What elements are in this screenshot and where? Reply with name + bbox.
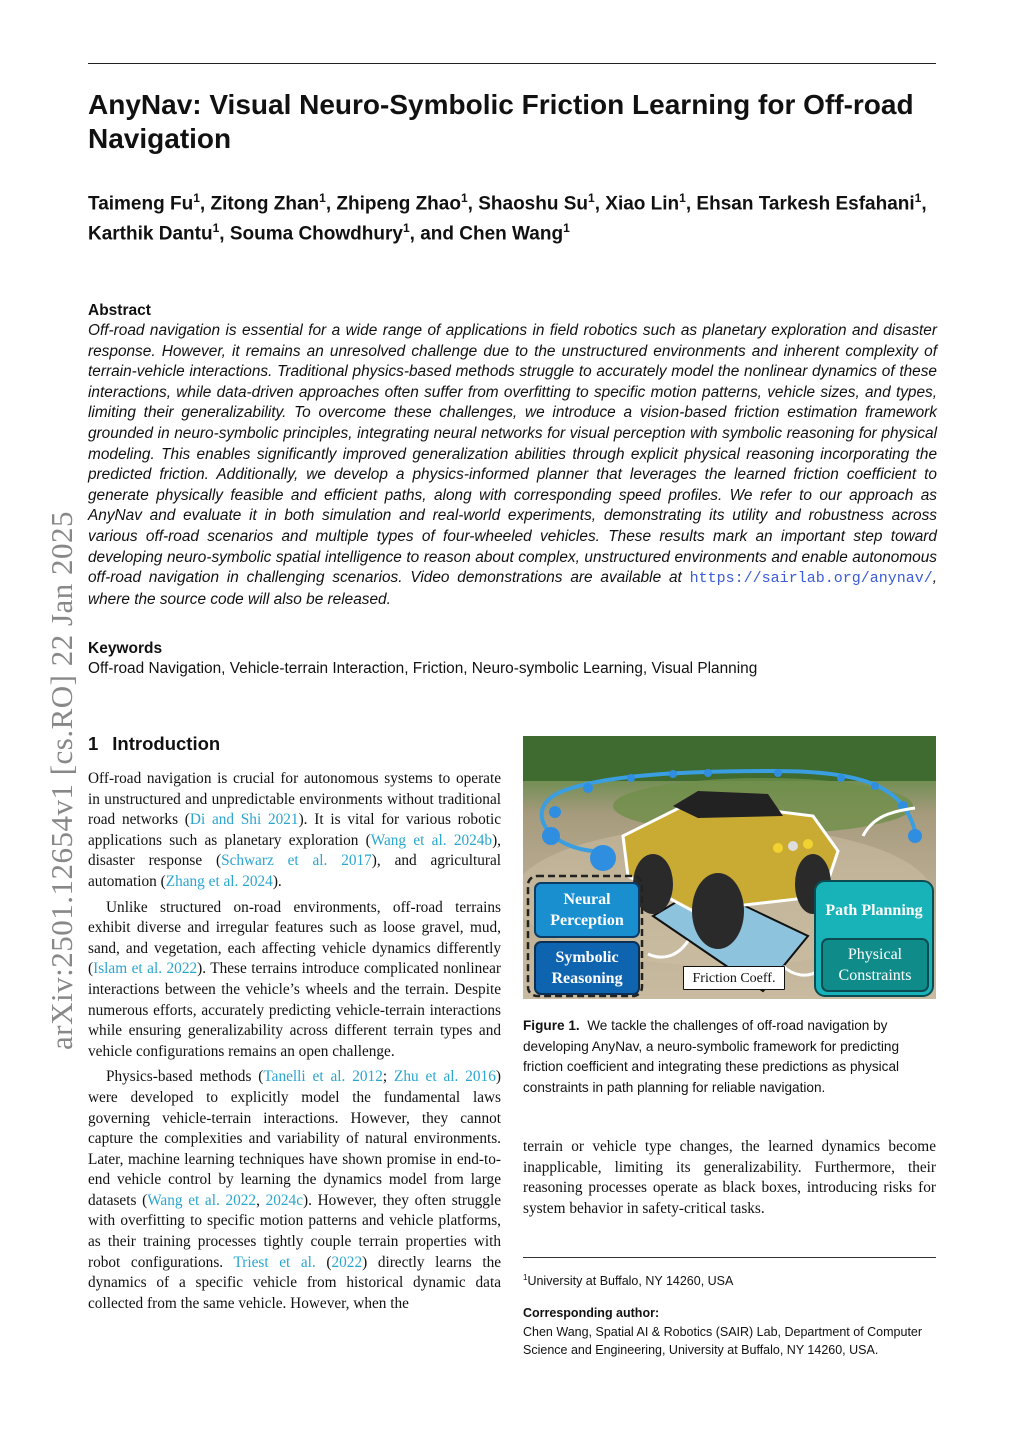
paragraph-text: Unlike structured on-road environments, off-road terrains exhibit diverse and irregular features such as loose gravel, mud, sand, and vegetation, each affecting vehicle dynamics differently ( bbox=[88, 898, 501, 978]
abstract-text-end: , where the source code will also be released. bbox=[88, 569, 937, 608]
author-separator: , and bbox=[409, 223, 460, 245]
footnote-mark: 1 bbox=[523, 1273, 528, 1282]
caption-text: We tackle the challenges of off-road navigation by developing AnyNav, a neuro-symbolic framework for predicting friction coefficient and integrating these predictions as physical constraints in path planning for reliable navigation. bbox=[523, 1018, 900, 1095]
citation-link[interactable]: 2022 bbox=[331, 1253, 363, 1271]
section-heading bbox=[88, 733, 220, 755]
abstract-body bbox=[88, 321, 937, 610]
author-separator: , bbox=[467, 193, 479, 215]
paragraph-text: ). However, they often struggle with overfitting to specific motion patterns and vehicle platforms, as their training processes tightly couple terrain properties with robot configurations. bbox=[88, 1191, 501, 1271]
author-name: Zitong Zhan bbox=[210, 193, 320, 215]
arxiv-identifier: arXiv:2501.12654v1 [cs.RO] 22 Jan 2025 bbox=[44, 510, 79, 1050]
affiliation-mark: 1 bbox=[212, 221, 220, 236]
paper-title: AnyNav: Visual Neuro-Symbolic Friction Learning for Off-road Navigation bbox=[88, 89, 914, 154]
footnote-rule bbox=[523, 1257, 936, 1258]
citation-link[interactable]: 2024c bbox=[265, 1191, 303, 1209]
paragraph-text: Physics-based methods ( bbox=[106, 1068, 264, 1086]
symbolic-reasoning-box: Symbolic Reasoning bbox=[534, 941, 640, 995]
paragraph bbox=[88, 1067, 501, 1314]
paragraph bbox=[88, 769, 501, 893]
author-name: Taimeng Fu bbox=[88, 193, 194, 215]
paragraph-text: terrain or vehicle type changes, the learned dynamics become inapplicable, limiting its generalizability. Furthermore, their reasoning processes operate as black boxes, introducing risks for system behavior in safety-critical tasks. bbox=[523, 1138, 936, 1217]
author-separator: , bbox=[921, 193, 927, 215]
paragraph bbox=[88, 898, 501, 1063]
affiliation-mark: 1 bbox=[914, 191, 922, 205]
author-separator: , bbox=[594, 193, 606, 215]
paragraph-text: ) directly learns the dynamics of a specific vehicle from historical dynamic data collected from the same vehicle. However, when the bbox=[88, 1253, 502, 1312]
author-separator: , bbox=[325, 193, 337, 215]
project-link[interactable]: https://sairlab.org/anynav/ bbox=[689, 570, 933, 588]
physical-constraints-box: Physical Constraints bbox=[821, 938, 929, 992]
paragraph-text: ; bbox=[382, 1068, 395, 1086]
paragraph-text: Off-road navigation is crucial for autonomous systems to operate in unstructured and unpredictable environments without traditional road networks ( bbox=[88, 770, 501, 829]
caption-label: Figure 1. bbox=[523, 1018, 580, 1033]
affiliation-mark: 1 bbox=[460, 191, 468, 205]
citation-link[interactable]: Zhu et al. 2016 bbox=[394, 1068, 496, 1086]
author-separator: , bbox=[199, 193, 211, 215]
figure-caption bbox=[523, 1016, 936, 1098]
keywords-heading: Keywords bbox=[88, 640, 163, 657]
top-rule bbox=[88, 63, 936, 64]
citation-link[interactable]: Islam et al. 2022 bbox=[93, 960, 198, 978]
author-separator: , bbox=[219, 223, 230, 245]
arrow-icon bbox=[783, 966, 818, 975]
citation-link[interactable]: Schwarz et al. 2017 bbox=[221, 852, 372, 870]
affiliation-mark: 1 bbox=[588, 191, 595, 205]
author-name: Zhipeng Zhao bbox=[336, 193, 461, 215]
citation-link[interactable]: Wang et al. 2024b bbox=[370, 831, 493, 849]
author-name: Chen Wang bbox=[459, 223, 564, 245]
paragraph-text: ). These terrains introduce complicated nonlinear interactions between the vehicle’s wheels and the terrain. Despite numerous efforts, accurately predicting vehicle-terrain interactions while ensuring generalizability across different terrain types and vehicle configurations remains an open challenge. bbox=[88, 960, 501, 1060]
paragraph-text: ), and agricultural automation ( bbox=[88, 852, 502, 890]
author-name: Xiao Lin bbox=[605, 193, 680, 215]
abstract-text: Off-road navigation is essential for a wide range of applications in field robotics such as planetary exploration and disaster response. However, it remains an unresolved challenge due to the unstructured environments and inherent complexity of terrain-vehicle interactions. Traditional physics-based methods struggle to accurately model the nonlinear dynamics of these interactions, while data-driven approaches often suffer from overfitting to specific motion patterns, vehicle sizes, and types, limiting their generalizability. To overcome these challenges, we introduce a vision-based friction estimation framework grounded in neuro-symbolic principles, integrating neural networks for visual perception with symbolic reasoning for physical modeling. This enables significantly improved generalization abilities through explicit physical reasoning incorporating the predicted friction. Additionally, we develop a physics-informed planner that leverages the learned friction coefficient to generate physically feasible and efficient paths, along with corresponding speed profiles. We refer to our approach as AnyNav and evaluate it in both simulation and real-world experiments, demonstrating its utility and robustness across various off-road scenarios and multiple types of four-wheeled vehicles. These results mark an important step toward developing neuro-symbolic spatial intelligence to reason about complex, unstructured environments and enable autonomous off-road navigation in challenging scenarios. Video demonstrations are available at bbox=[88, 322, 937, 587]
corresponding-heading: Corresponding author: bbox=[523, 1306, 660, 1320]
citation-link[interactable]: Di and Shi 2021 bbox=[189, 811, 299, 829]
section-title: Introduction bbox=[112, 733, 221, 754]
affiliation-mark: 1 bbox=[402, 221, 410, 236]
affiliation-footnote bbox=[523, 1273, 733, 1288]
footnote-text: University at Buffalo, NY 14260, USA bbox=[527, 1274, 734, 1289]
paragraph-text: ) were developed to explicitly model the fundamental laws governing vehicle-terrain interactions. However, they cannot capture the complexities and variability of natural environments. Later, machine learning techniques have shown promise in end-to-end vehicle control by learning the dynamics model from large datasets ( bbox=[88, 1068, 501, 1209]
abstract-heading: Abstract bbox=[88, 302, 151, 319]
affiliation-mark: 1 bbox=[679, 191, 686, 205]
citation-link[interactable]: Triest et al. bbox=[233, 1253, 316, 1271]
author-name: Shaoshu Su bbox=[478, 193, 589, 215]
keywords-list: Off-road Navigation, Vehicle-terrain Interaction, Friction, Neuro-symbolic Learning, Visual Planning bbox=[88, 660, 758, 677]
paragraph-text: , bbox=[256, 1191, 266, 1209]
corresponding-text: Chen Wang, Spatial AI & Robotics (SAIR) Lab, Department of Computer Science and Engineering, University at Buffalo, NY 14260, USA. bbox=[523, 1325, 923, 1357]
left-column-text bbox=[88, 769, 501, 1319]
paragraph bbox=[523, 1137, 936, 1219]
author-name: Karthik Dantu bbox=[88, 223, 213, 245]
path-planning-label: Path Planning bbox=[825, 901, 923, 919]
neural-perception-box: Neural Perception bbox=[534, 882, 640, 938]
paragraph-text: ). bbox=[272, 872, 282, 890]
friction-coeff-label: Friction Coeff. bbox=[683, 966, 785, 990]
citation-link[interactable]: Wang et al. 2022 bbox=[147, 1191, 257, 1209]
author-separator: , bbox=[685, 193, 697, 215]
affiliation-mark: 1 bbox=[563, 221, 570, 236]
paragraph-text: ). It is vital for various robotic applications such as planetary exploration ( bbox=[88, 811, 502, 849]
affiliation-mark: 1 bbox=[319, 191, 326, 205]
paragraph-text: ), disaster response ( bbox=[88, 831, 501, 870]
paragraph-text: ( bbox=[315, 1253, 332, 1271]
citation-link[interactable]: Zhang et al. 2024 bbox=[165, 872, 273, 890]
section-number: 1 bbox=[88, 733, 99, 754]
citation-link[interactable]: Tanelli et al. 2012 bbox=[263, 1068, 383, 1086]
author-list bbox=[88, 186, 938, 247]
figure-1-image bbox=[523, 736, 936, 999]
right-column-text bbox=[523, 1137, 936, 1224]
author-name: Souma Chowdhury bbox=[229, 223, 403, 245]
author-name: Ehsan Tarkesh Esfahani bbox=[696, 193, 915, 215]
affiliation-mark: 1 bbox=[193, 191, 200, 205]
